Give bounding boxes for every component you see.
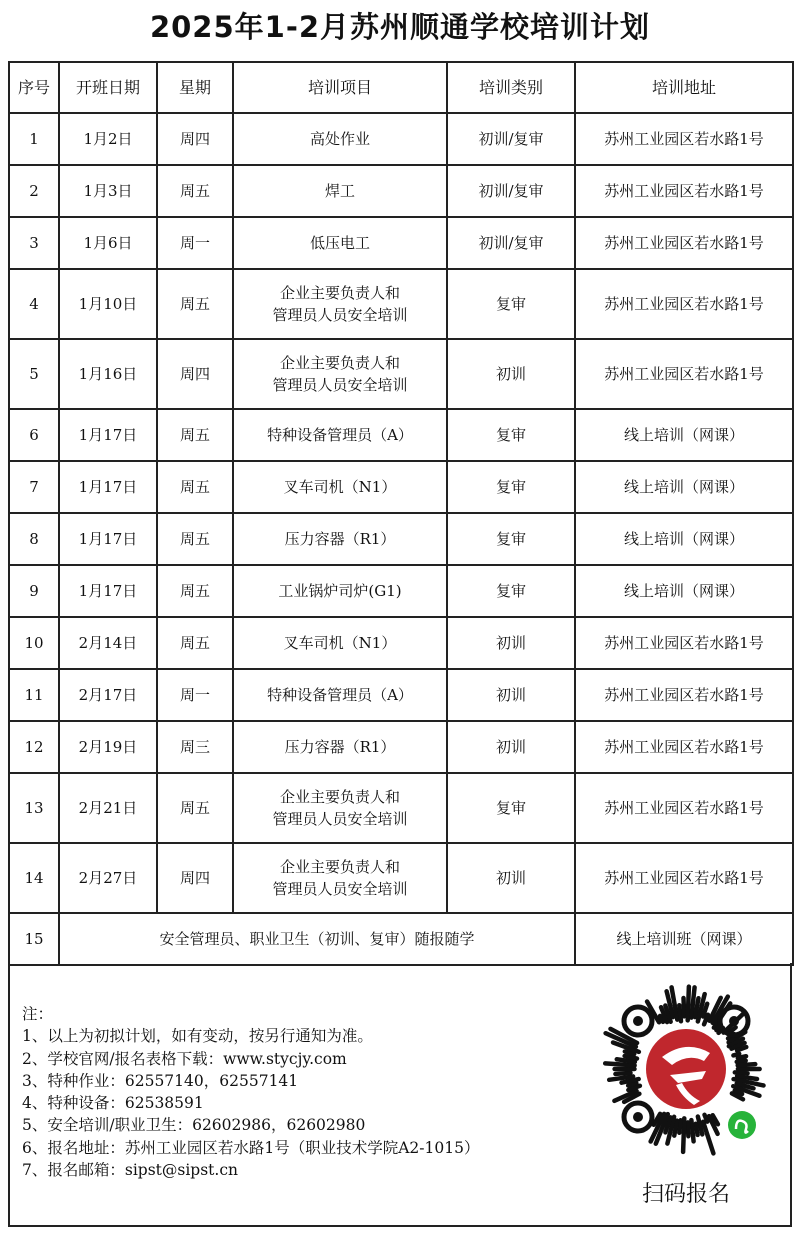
cell-address: 苏州工业园区若水路1号 xyxy=(575,217,793,269)
table-row xyxy=(9,721,793,773)
training-schedule-table xyxy=(8,61,794,966)
course-line: 管理员人员安全培训 xyxy=(272,376,408,394)
cell-start-date: 2月27日 xyxy=(59,843,157,913)
cell-category: 复审 xyxy=(447,773,575,843)
cell-course xyxy=(233,461,447,513)
cell-weekday: 周五 xyxy=(157,409,233,461)
cell-start-date: 1月6日 xyxy=(59,217,157,269)
cell-course xyxy=(233,669,447,721)
cell-address: 苏州工业园区若水路1号 xyxy=(575,269,793,339)
table-row xyxy=(9,269,793,339)
cell-no: 7 xyxy=(9,461,59,513)
table-row xyxy=(9,913,793,965)
cell-category: 初训 xyxy=(447,843,575,913)
notes-list xyxy=(22,1003,479,1181)
cell-weekday: 周四 xyxy=(157,113,233,165)
cell-weekday: 周四 xyxy=(157,339,233,409)
header-weekday: 星期 xyxy=(157,62,233,113)
table-row xyxy=(9,617,793,669)
cell-category: 复审 xyxy=(447,565,575,617)
note-line: 7、报名邮箱：sipst@sipst.cn xyxy=(22,1161,238,1180)
course-line: 企业主要负责人和 xyxy=(279,858,400,876)
cell-address: 苏州工业园区若水路1号 xyxy=(575,843,793,913)
cell-address: 线上培训（网课） xyxy=(575,565,793,617)
note-line: 6、报名地址：苏州工业园区若水路1号（职业技术学院A2-1015） xyxy=(22,1138,480,1157)
cell-category: 复审 xyxy=(447,269,575,339)
cell-start-date: 1月17日 xyxy=(59,565,157,617)
table-row xyxy=(9,513,793,565)
course-line: 管理员人员安全培训 xyxy=(272,306,408,324)
header-course: 培训项目 xyxy=(233,62,447,113)
wechat-miniprogram-qr-icon[interactable] xyxy=(596,979,776,1159)
cell-start-date: 1月17日 xyxy=(59,513,157,565)
table-row xyxy=(9,565,793,617)
table-row xyxy=(9,843,793,913)
cell-start-date: 1月17日 xyxy=(59,461,157,513)
cell-weekday: 周五 xyxy=(157,269,233,339)
cell-course xyxy=(233,113,447,165)
table-row xyxy=(9,461,793,513)
note-line: 3、特种作业：62557140，62557141 xyxy=(22,1071,299,1090)
course-line: 特种设备管理员（A） xyxy=(267,426,413,444)
table-row xyxy=(9,217,793,269)
cell-category: 初训 xyxy=(447,721,575,773)
cell-category: 初训/复审 xyxy=(447,165,575,217)
course-line: 压力容器（R1） xyxy=(284,738,396,756)
course-line: 管理员人员安全培训 xyxy=(272,810,408,828)
table-body xyxy=(9,113,793,965)
cell-no: 1 xyxy=(9,113,59,165)
cell-address: 苏州工业园区若水路1号 xyxy=(575,617,793,669)
cell-course xyxy=(233,339,447,409)
cell-start-date: 2月14日 xyxy=(59,617,157,669)
cell-start-date: 2月19日 xyxy=(59,721,157,773)
cell-category: 初训/复审 xyxy=(447,217,575,269)
table-header-row xyxy=(9,62,793,113)
cell-weekday: 周五 xyxy=(157,461,233,513)
note-line: 1、以上为初拟计划，如有变动，按另行通知为准。 xyxy=(22,1027,373,1046)
header-no: 序号 xyxy=(9,62,59,113)
cell-category: 复审 xyxy=(447,461,575,513)
cell-category: 初训 xyxy=(447,617,575,669)
note-line: 5、安全培训/职业卫生：62602986，62602980 xyxy=(22,1116,366,1135)
course-line: 叉车司机（N1） xyxy=(283,634,397,652)
miniprogram-badge-icon xyxy=(728,1111,756,1139)
cell-start-date: 1月2日 xyxy=(59,113,157,165)
cell-course xyxy=(233,409,447,461)
course-line: 企业主要负责人和 xyxy=(279,284,400,302)
cell-no: 11 xyxy=(9,669,59,721)
course-line: 高处作业 xyxy=(309,130,370,148)
cell-course xyxy=(233,269,447,339)
cell-address: 苏州工业园区若水路1号 xyxy=(575,113,793,165)
cell-address: 线上培训（网课） xyxy=(575,409,793,461)
course-line: 叉车司机（N1） xyxy=(283,478,397,496)
cell-address: 苏州工业园区若水路1号 xyxy=(575,773,793,843)
cell-start-date: 1月10日 xyxy=(59,269,157,339)
note-line: 2、学校官网/报名表格下载：www.stycjy.com xyxy=(22,1049,347,1068)
cell-category: 初训 xyxy=(447,339,575,409)
cell-start-date: 2月17日 xyxy=(59,669,157,721)
table-row xyxy=(9,165,793,217)
cell-course xyxy=(233,513,447,565)
cell-course xyxy=(233,217,447,269)
cell-category: 初训/复审 xyxy=(447,113,575,165)
cell-address: 线上培训（网课） xyxy=(575,461,793,513)
cell-weekday: 周五 xyxy=(157,773,233,843)
cell-weekday: 周五 xyxy=(157,565,233,617)
table-row xyxy=(9,669,793,721)
table-row xyxy=(9,773,793,843)
cell-course xyxy=(233,721,447,773)
cell-address: 苏州工业园区若水路1号 xyxy=(575,339,793,409)
cell-no: 9 xyxy=(9,565,59,617)
cell-no: 3 xyxy=(9,217,59,269)
notes-panel xyxy=(8,963,792,1227)
cell-address: 苏州工业园区若水路1号 xyxy=(575,165,793,217)
scan-to-register-label: 扫码报名 xyxy=(641,1182,730,1207)
notes-heading: 注： xyxy=(22,1005,54,1023)
cell-course xyxy=(233,773,447,843)
header-category: 培训类别 xyxy=(447,62,575,113)
cell-course xyxy=(233,565,447,617)
table-row xyxy=(9,409,793,461)
cell-course xyxy=(233,165,447,217)
cell-no: 5 xyxy=(9,339,59,409)
course-line: 特种设备管理员（A） xyxy=(267,686,413,704)
course-line: 管理员人员安全培训 xyxy=(272,880,408,898)
course-line: 压力容器（R1） xyxy=(284,530,396,548)
cell-no: 10 xyxy=(9,617,59,669)
course-line: 工业锅炉司炉(G1) xyxy=(278,582,402,600)
cell-start-date: 1月17日 xyxy=(59,409,157,461)
header-start-date: 开班日期 xyxy=(59,62,157,113)
cell-weekday: 周一 xyxy=(157,217,233,269)
cell-no: 2 xyxy=(9,165,59,217)
course-line: 企业主要负责人和 xyxy=(279,354,400,372)
cell-address: 苏州工业园区若水路1号 xyxy=(575,721,793,773)
cell-no: 4 xyxy=(9,269,59,339)
header-address: 培训地址 xyxy=(575,62,793,113)
course-line: 焊工 xyxy=(324,182,355,200)
cell-no: 6 xyxy=(9,409,59,461)
cell-course xyxy=(233,843,447,913)
page-title: 2025年1-2月苏州顺通学校培训计划 xyxy=(149,10,651,44)
cell-no: 13 xyxy=(9,773,59,843)
cell-address: 线上培训班（网课） xyxy=(575,913,793,965)
table-row xyxy=(9,339,793,409)
cell-address: 线上培训（网课） xyxy=(575,513,793,565)
cell-weekday: 周五 xyxy=(157,513,233,565)
course-line: 企业主要负责人和 xyxy=(279,788,400,806)
cell-weekday: 周五 xyxy=(157,617,233,669)
cell-no: 8 xyxy=(9,513,59,565)
cell-course xyxy=(233,617,447,669)
cell-address: 苏州工业园区若水路1号 xyxy=(575,669,793,721)
note-line: 4、特种设备：62538591 xyxy=(22,1094,204,1113)
cell-weekday: 周五 xyxy=(157,165,233,217)
cell-no: 12 xyxy=(9,721,59,773)
course-line: 低压电工 xyxy=(309,234,370,252)
cell-category: 初训 xyxy=(447,669,575,721)
cell-course-merged: 安全管理员、职业卫生（初训、复审）随报随学 xyxy=(59,913,575,965)
cell-category: 复审 xyxy=(447,513,575,565)
table-row xyxy=(9,113,793,165)
cell-category: 复审 xyxy=(447,409,575,461)
cell-weekday: 周四 xyxy=(157,843,233,913)
cell-weekday: 周三 xyxy=(157,721,233,773)
cell-start-date: 1月3日 xyxy=(59,165,157,217)
cell-start-date: 1月16日 xyxy=(59,339,157,409)
cell-no: 14 xyxy=(9,843,59,913)
cell-weekday: 周一 xyxy=(157,669,233,721)
cell-start-date: 2月21日 xyxy=(59,773,157,843)
cell-no: 15 xyxy=(9,913,59,965)
